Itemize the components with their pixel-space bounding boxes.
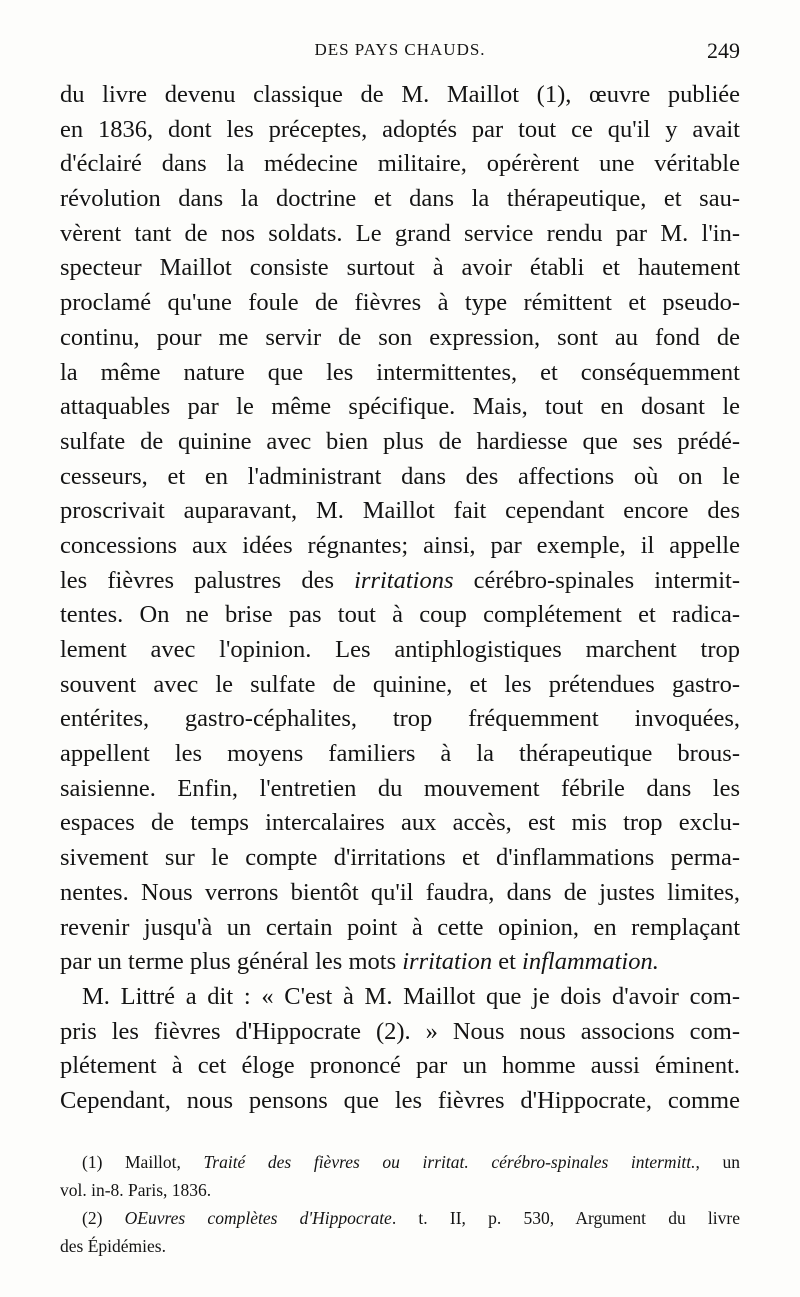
text-line: d'éclairé dans la médecine militaire, opérèrent une véritable [60,150,740,178]
footnote-1 [60,1148,740,1176]
text-line: espaces de temps intercalaires aux accès, est mis trop exclu- [60,809,740,837]
text-line: concessions aux idées régnantes; ainsi, par exemple, il appelle [60,531,740,559]
footnote-2-cont: des Épidémies. [60,1236,166,1256]
footnote-text: . t. II, p. 530, Argument du livre [391,1208,740,1228]
running-title: DES PAYS CHAUDS. [314,40,486,59]
text-line: revenir jusqu'à un certain point à cette opinion, en remplaçant [60,913,740,941]
footnote-2 [60,1204,740,1232]
text-line: saisienne. Enfin, l'entretien du mouvement fébrile dans les [60,774,740,802]
text-line: souvent avec le sulfate de quinine, et les prétendues gastro- [60,670,740,698]
text-run: les fièvres palustres des [60,566,355,594]
footnote-title: Traité des fièvres ou irritat. cérébro-spinales intermitt. [203,1152,696,1172]
text-run: cérébro-spinales intermit- [453,566,740,594]
text-line: sulfate de quinine avec bien plus de hardiesse que ses prédé- [60,427,740,455]
footnote-text: , un [695,1152,740,1172]
text-line: M. Littré a dit : « C'est à M. Maillot que je dois d'avoir com- [82,982,740,1010]
text-line: vèrent tant de nos soldats. Le grand service rendu par M. l'in- [60,219,740,247]
text-line: en 1836, dont les préceptes, adoptés par tout ce qu'il y avait [60,115,740,143]
text-line: appellent les moyens familiers à la thérapeutique brous- [60,740,740,768]
footnote-text: (2) [82,1208,125,1228]
footnotes [60,1148,740,1260]
text-line: nentes. Nous verrons bientôt qu'il faudra, dans de justes limites, [60,878,740,906]
text-line: proclamé qu'une foule de fièvres à type rémittent et pseudo- [60,289,740,317]
text-line: proscrivait auparavant, M. Maillot fait cependant encore des [60,497,740,525]
text-line: la même nature que les intermittentes, et conséquemment [60,358,740,386]
text-line: specteur Maillot consiste surtout à avoir établi et hautement [60,254,740,282]
italic-term: irritations [354,566,454,594]
footnote-text: (1) Maillot, [82,1152,204,1172]
text-line: lement avec l'opinion. Les antiphlogistiques marchent trop [60,636,740,663]
italic-term: inflammation. [522,948,659,976]
footnote-1-cont: vol. in-8. Paris, 1836. [60,1180,212,1200]
text-line: sivement sur le compte d'irritations et d'inflammations perma- [60,844,740,872]
body-text [60,78,740,1119]
italic-term: irritation [402,948,493,976]
text-line: plétement à cet éloge prononcé par un homme aussi éminent. [60,1052,740,1080]
text-run: par un terme plus général les mots [60,948,403,976]
text-line: pris les fièvres d'Hippocrate (2). » Nous nous associons com- [60,1017,740,1045]
page-header [60,40,740,70]
text-line: continu, pour me servir de son expression, sont au fond de [60,323,740,351]
text-line: du livre devenu classique de M. Maillot (1), œuvre publiée [60,81,740,108]
text-run: et [492,948,523,976]
text-line: Cependant, nous pensons que les fièvres d'Hippocrate, comme [60,1086,740,1114]
text-line: tentes. On ne brise pas tout à coup complétement et radica- [60,601,740,629]
page-number: 249 [707,38,740,63]
text-line: entérites, gastro-céphalites, trop fréquemment invoquées, [60,705,740,733]
text-line: révolution dans la doctrine et dans la thérapeutique, et sau- [60,185,740,213]
text-line: attaquables par le même spécifique. Mais, tout en dosant le [60,393,740,421]
footnote-title: OEuvres complètes d'Hippocrate [124,1208,392,1228]
text-line [60,945,740,980]
text-line [60,564,740,599]
text-line: cesseurs, et en l'administrant dans des affections où on le [60,462,740,490]
